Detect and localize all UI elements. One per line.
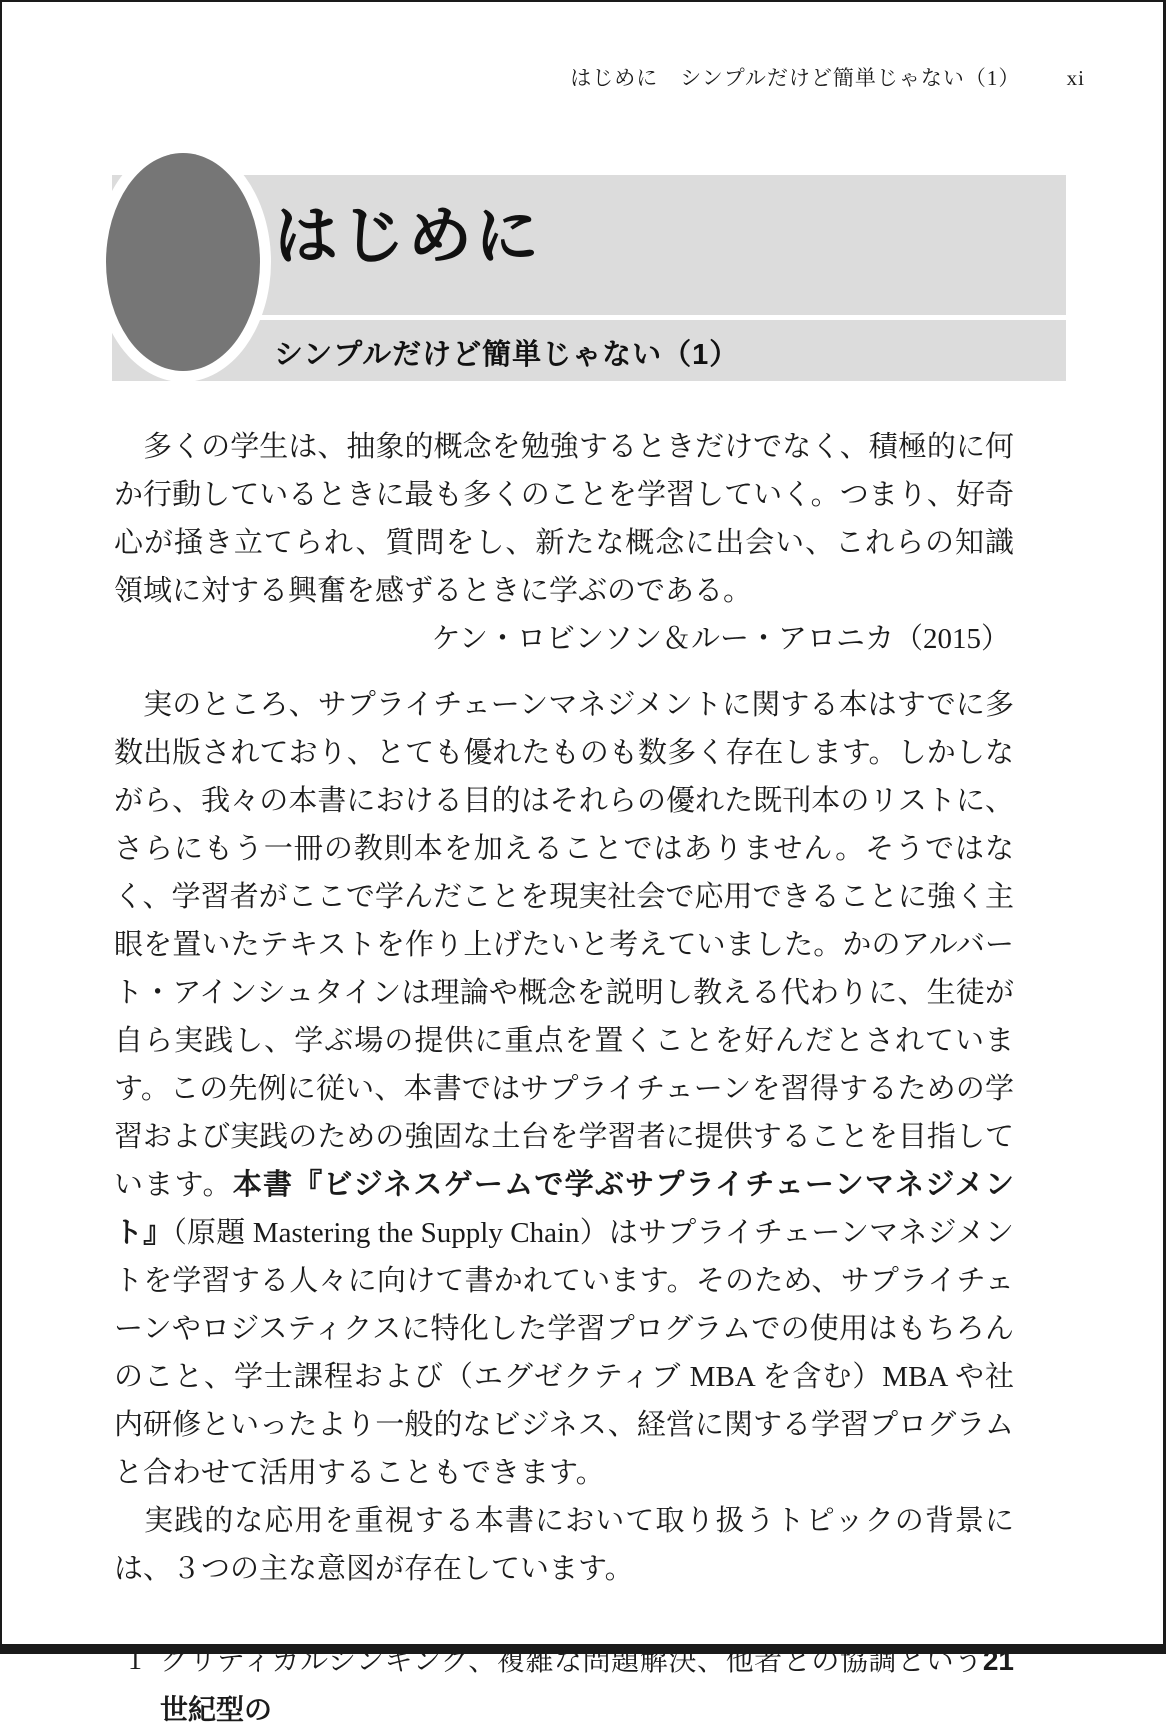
chapter-title: はじめに (274, 200, 542, 272)
numbered-list-item (114, 1637, 1014, 1735)
body-text (114, 423, 1014, 1735)
paragraph-group (114, 681, 1014, 1593)
paragraph-2: 実践的な応用を重視する本書において取り扱うトピックの背景には、３つの主な意図が存在しています。 (114, 1505, 1014, 1585)
quote-paragraph: 多くの学生は、抽象的概念を勉強するときだけでなく、積極的に何か行動しているときに最も多くのことを学習していく。つまり、好奇心が掻き立てられ、質問をし、新たな概念に出会い、これらの知識領域に対する興奮を感ずるときに学ぶのである。 (114, 431, 1014, 607)
page-number: xi (1066, 66, 1085, 90)
quote-attribution: ケン・ロビンソン＆ルー・アロニカ（2015） (431, 623, 1010, 655)
running-title: はじめに シンプルだけど簡単じゃない（1） (570, 66, 1021, 90)
chapter-subtitle: シンプルだけど簡単じゃない（1） (274, 339, 740, 371)
paragraph-1: 実のところ、サプライチェーンマネジメントに関する本はすでに多数出版されており、とても優れたものも数多く存在します。しかしながら、我々の本書における目的はそれらの優れた既刊本のリストに、さらにもう一冊の教則本を加えることではありません。そうではなく、学習者がここで学んだことを現実社会で応用できることに強く主眼を置いたテキストを作り上げたいと考えていました。かのアルバート・アインシュタインは理論や概念を説明し教える代わりに、生徒が自ら実践し、学ぶ場の提供に重点を置くことを好んだとされています。この先例に従い、本書ではサプライチェーンを習得するための学習および実践のための強固な土台を学習者に提供することを目指しています。本書『ビジネスゲームで学ぶサプライチェーンマネジメント』（原題 Mastering the Supply Chain）はサプライチェーンマネジメントを学習する人々に向けて書かれています。そのため、サプライチェーンやロジスティクスに特化した学習プログラムでの使用はもちろんのこと、学士課程および（エグゼクティブ MBA を含む）MBA や社内研修といったより一般的なビジネス、経営に関する学習プログラムと合わせて活用することもできます。 (114, 689, 1014, 1489)
bold-emphasis: 21世紀型の (160, 1645, 1014, 1725)
chapter-circle-ornament (106, 153, 260, 371)
running-head (2, 62, 1085, 92)
list-item-number: 1 (128, 1645, 142, 1676)
bold-emphasis: 本書『ビジネスゲームで学ぶサプライチェーンマネジメント』 (114, 1169, 1014, 1249)
list-item-text: クリティカルシンキング、複雑な問題解決、他者との協調という21世紀型の (160, 1645, 1014, 1725)
